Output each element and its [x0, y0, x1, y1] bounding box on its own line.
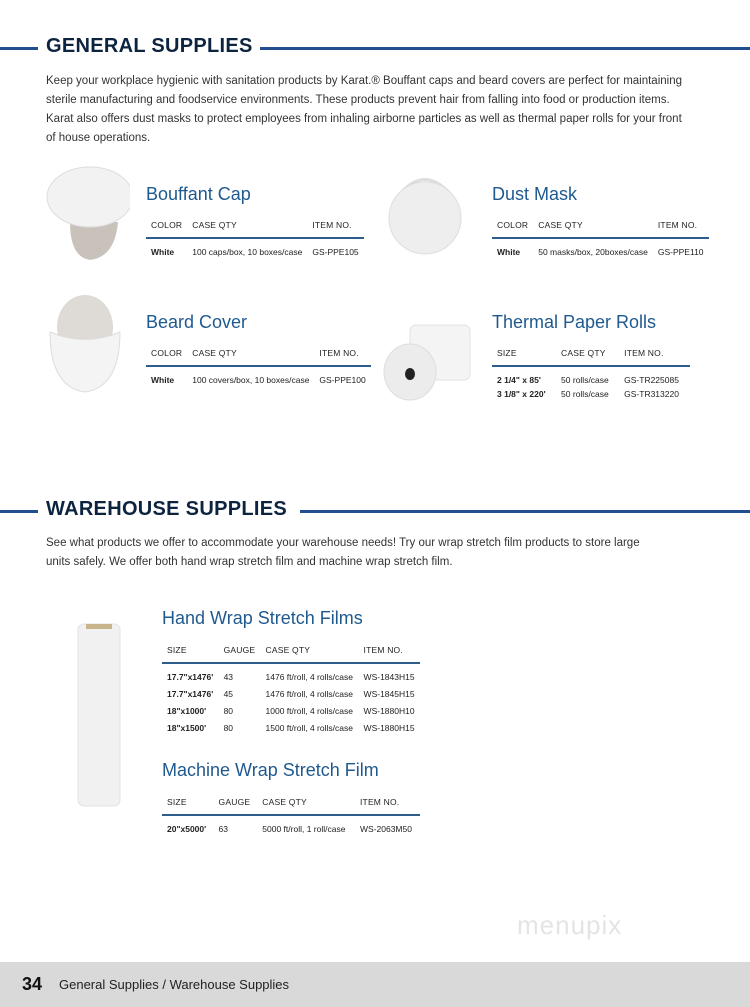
- divider: [0, 47, 38, 50]
- cell: 1476 ft/roll, 4 rolls/case: [265, 689, 353, 699]
- column-header: CASE QTY: [556, 342, 619, 366]
- cell: WS-2063M50: [359, 824, 412, 834]
- watermark: menupix: [517, 910, 623, 940]
- cell: GS-PPE100: [319, 375, 366, 385]
- table-row: [492, 238, 709, 257]
- cell: 1476 ft/roll, 4 rolls/case: [265, 672, 353, 682]
- beard-cover-image: [40, 292, 130, 402]
- cell: GS-PPE110: [657, 247, 704, 257]
- table-row: [162, 699, 420, 716]
- cell: White: [151, 375, 175, 385]
- intro-line: of house operations.: [46, 132, 151, 144]
- cell: WS-1880H15: [363, 723, 415, 733]
- column-header: ITEM NO.: [653, 214, 709, 238]
- cell: 100 covers/box, 10 boxes/case: [192, 375, 310, 385]
- cell: GS-TR313220: [624, 389, 679, 399]
- general-intro: [46, 72, 682, 148]
- column-header: SIZE: [162, 639, 219, 663]
- table-row: [492, 385, 690, 399]
- warehouse-supplies-header: [0, 496, 750, 526]
- intro-line: units safely. We offer both hand wrap stretch film and machine wrap stretch film.: [46, 556, 453, 568]
- product-title: Bouffant Cap: [146, 184, 251, 204]
- cell: 3 1/8" x 220': [497, 389, 546, 399]
- cell: 100 caps/box, 10 boxes/case: [192, 247, 303, 257]
- cell: 20"x5000': [167, 824, 207, 834]
- cell: 43: [223, 672, 234, 682]
- page-number: 34: [22, 974, 43, 994]
- column-header: ITEM NO.: [307, 214, 363, 238]
- column-header: ITEM NO.: [359, 639, 420, 663]
- page-footer: [0, 962, 750, 1007]
- cell: White: [497, 247, 521, 257]
- product-title: Dust Mask: [492, 184, 578, 204]
- cell: 50 rolls/case: [561, 389, 609, 399]
- dust-mask-table: [492, 214, 709, 257]
- dust-mask-image: [380, 168, 470, 258]
- table-row: [162, 682, 420, 699]
- cell: White: [151, 247, 175, 257]
- column-header: ITEM NO.: [314, 342, 370, 366]
- section-title: GENERAL SUPPLIES: [46, 35, 253, 57]
- column-header: CASE QTY: [187, 214, 307, 238]
- column-header: ITEM NO.: [355, 791, 420, 815]
- cell: 17.7"x1476': [167, 672, 214, 682]
- column-header: CASE QTY: [533, 214, 653, 238]
- product-title: Beard Cover: [146, 312, 248, 332]
- column-header: CASE QTY: [261, 639, 359, 663]
- section-title: WAREHOUSE SUPPLIES: [46, 498, 287, 520]
- machine-wrap-table: [162, 791, 420, 834]
- stretch-film-image: [74, 622, 124, 808]
- cell: 45: [223, 689, 234, 699]
- warehouse-intro: [46, 534, 640, 572]
- cell: 50 masks/box, 20boxes/case: [538, 247, 648, 257]
- column-header: COLOR: [146, 214, 187, 238]
- cell: 80: [223, 723, 234, 733]
- bouffant-cap-image: [40, 162, 130, 262]
- cell: WS-1843H15: [363, 672, 415, 682]
- cell: 1500 ft/roll, 4 rolls/case: [265, 723, 353, 733]
- table-row: [162, 815, 420, 834]
- intro-line: Karat also offers dust masks to protect employees from inhaling airborne particles as well as thermal paper rolls for your front: [46, 113, 682, 125]
- cell: 2 1/4" x 85': [497, 375, 541, 385]
- cell: 50 rolls/case: [561, 375, 609, 385]
- cell: GS-TR225085: [624, 375, 679, 385]
- column-header: GAUGE: [214, 791, 258, 815]
- cell: 5000 ft/roll, 1 roll/case: [262, 824, 346, 834]
- cell: WS-1880H10: [363, 706, 415, 716]
- column-header: GAUGE: [219, 639, 261, 663]
- intro-line: Keep your workplace hygienic with sanitation products by Karat.® Bouffant caps and beard covers are perfect for maintaining: [46, 75, 683, 87]
- cell: 1000 ft/roll, 4 rolls/case: [265, 706, 353, 716]
- thermal-paper-roll-image: [382, 320, 477, 405]
- cell: 18"x1500': [167, 723, 207, 733]
- general-supplies-header: [0, 33, 750, 63]
- column-header: SIZE: [492, 342, 556, 366]
- column-header: SIZE: [162, 791, 214, 815]
- hand-wrap-table: [162, 639, 420, 733]
- column-header: COLOR: [146, 342, 187, 366]
- bouffant-cap-table: [146, 214, 364, 257]
- cell: 17.7"x1476': [167, 689, 214, 699]
- thermal-paper-table: [492, 342, 690, 399]
- column-header: CASE QTY: [257, 791, 355, 815]
- column-header: COLOR: [492, 214, 533, 238]
- beard-cover-table: [146, 342, 371, 385]
- cell: 63: [218, 824, 229, 834]
- intro-line: sterile manufacturing and foodservice environments. These products prevent hair from falling into food or production items.: [46, 94, 670, 106]
- table-row: [146, 238, 364, 257]
- product-title: Machine Wrap Stretch Film: [162, 760, 379, 780]
- product-title: Hand Wrap Stretch Films: [162, 608, 363, 628]
- intro-line: See what products we offer to accommodate your warehouse needs! Try our wrap stretch film products to store large: [46, 537, 640, 549]
- divider: [260, 47, 750, 50]
- cell: WS-1845H15: [363, 689, 415, 699]
- cell: 18"x1000': [167, 706, 207, 716]
- table-row: [146, 366, 371, 385]
- divider: [0, 510, 38, 513]
- table-row: [162, 716, 420, 733]
- column-header: CASE QTY: [187, 342, 314, 366]
- column-header: ITEM NO.: [619, 342, 690, 366]
- divider: [300, 510, 750, 513]
- footer-text: General Supplies / Warehouse Supplies: [59, 977, 290, 992]
- table-row: [492, 366, 690, 385]
- product-title: Thermal Paper Rolls: [492, 312, 657, 332]
- cell: 80: [223, 706, 234, 716]
- table-row: [162, 663, 420, 682]
- cell: GS-PPE105: [312, 247, 359, 257]
